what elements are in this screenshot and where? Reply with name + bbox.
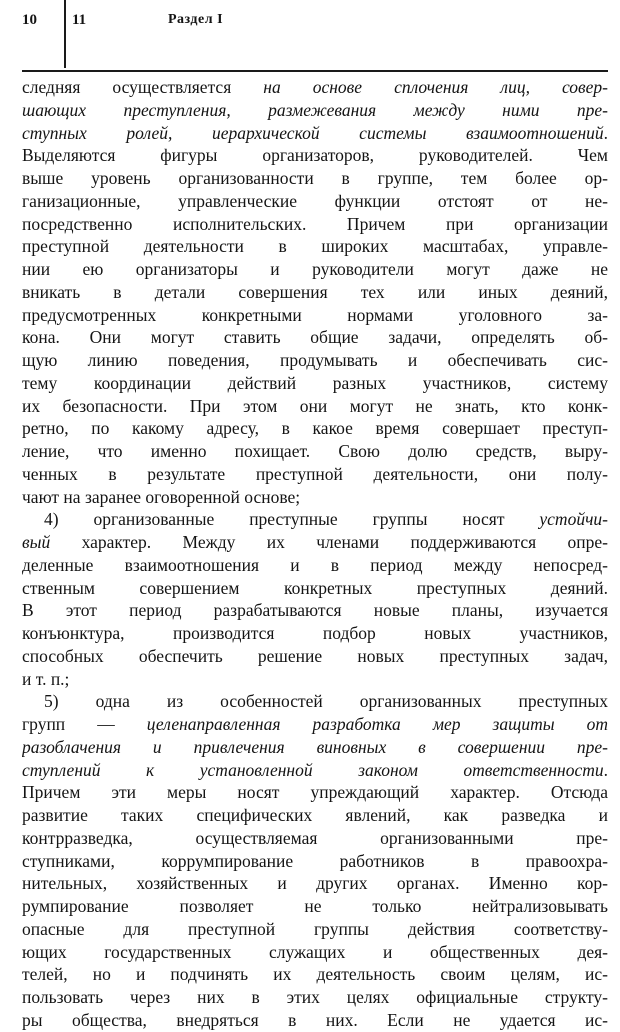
text-line [22,713,608,736]
text-run: чают на заранее оговоренной основе; [22,486,301,507]
text-run: пользовать через них в этих целях официальные структу- [22,987,608,1007]
text-line [22,759,608,782]
text-run: Выделяются фигуры организаторов, руководителей. Чем [22,145,608,166]
text-line [22,554,608,577]
page-number-left: 10 [22,12,37,28]
text-run: ющих государственных служащих и общественных дея- [22,941,608,962]
text-line [22,395,608,418]
text-line [22,668,608,691]
text-line [22,326,608,349]
text-line [22,804,608,827]
text-line [22,918,608,941]
text-line [22,827,608,850]
text-line [22,736,608,759]
text-line [22,167,608,190]
text-line [22,781,608,804]
italic-emphasis: вый [22,532,51,552]
text-line [22,941,608,964]
text-line [22,213,608,236]
page-number-right: 11 [72,12,87,28]
italic-emphasis: устойчи- [539,509,608,530]
text-run: преступной деятельности в широких масштабах, управле- [22,236,608,257]
running-head-section: Раздел I [168,12,224,27]
text-run: их безопасности. При этом они могут не знать, кто конк- [22,395,608,416]
italic-emphasis: разоблачения и привлечения виновных в совершении пре- [22,736,608,757]
text-line [22,235,608,258]
body-text [22,76,608,1032]
text-line [22,281,608,304]
text-run: В этот период разрабатываются новые планы, изучается [22,600,608,621]
text-run: вникать в детали совершения тех или иных деяний, [22,281,608,302]
text-line [22,622,608,645]
text-run: деленные взаимоотношения и в период между непосред- [22,554,608,575]
italic-emphasis: ступных ролей, иерархической системы взаимоотношений [22,122,604,143]
text-run: и т. п.; [22,668,70,689]
text-line [22,963,608,986]
text-line [22,372,608,395]
text-line [22,508,608,531]
text-line [22,76,608,99]
text-run: развитие таких специфических явлений, как разведка и [22,805,608,825]
text-line [22,531,608,554]
text-line [22,850,608,873]
italic-emphasis: шающих преступления, размежевания между ними пре- [22,99,608,120]
text-line [22,599,608,622]
text-line [22,190,608,213]
text-run: ры общества, внедряться в них. Если не удается ис- [22,1009,608,1030]
text-run: посредственно исполнительских. Причем при организации [22,213,608,234]
text-run: нительных, хозяйственных и других органах. Именно кор- [22,873,608,894]
text-line [22,486,608,509]
text-run: выше уровень организованности в группе, тем более ор- [22,168,608,188]
text-line [22,122,608,145]
text-run: 5) одна из особенностей организованных преступных [44,691,608,712]
text-run: ганизационные, управленческие функции отстоят от не- [22,190,608,211]
text-run-tail: характер. Между их членами поддерживаются опре- [50,532,608,552]
text-run: опасные для преступной группы действия соответству- [22,918,608,939]
text-run: телей, но и подчинять их деятельность своим целям, ис- [22,964,608,985]
text-line [22,144,608,167]
text-run: конъюнктура, производится подбор новых участников, [22,623,608,643]
text-run: следняя осуществляется [22,77,264,97]
text-run: ственным совершением конкретных преступных деяний. [22,577,608,598]
text-run: предусмотренных конкретными нормами уголовного за- [22,304,608,325]
text-run: Причем эти меры носят упреждающий характер. Отсюда [22,782,608,803]
text-line [22,645,608,668]
text-line [22,304,608,327]
italic-emphasis: ступлений к установленной законом ответственности [22,759,604,780]
text-line [22,349,608,372]
text-run: кона. Они могут ставить общие задачи, определять об- [22,327,608,348]
text-run: нии ею организаторы и руководители могут даже не [22,259,608,279]
text-run: ченных в результате преступной деятельности, они полу- [22,463,608,484]
text-run-tail: . [603,122,608,143]
text-run-tail: . [603,759,608,780]
text-line [22,258,608,281]
text-run: ретно, по какому адресу, в какое время совершает преступ- [22,418,608,439]
text-run: контрразведка, осуществляемая организованными пре- [22,827,608,848]
italic-emphasis: на основе сплочения лиц, совер- [263,77,608,97]
text-run: ление, что именно похищает. Свою долю средств, выру- [22,441,608,461]
text-line [22,690,608,713]
text-run: 4) организованные преступные группы носят [44,509,540,530]
text-line [22,463,608,486]
text-run: щую линию поведения, продумывать и обеспечивать сис- [22,350,608,370]
text-run: способных обеспечить решение новых преступных задач, [22,645,608,666]
header-vertical-rule [64,0,66,68]
text-line [22,895,608,918]
text-line [22,99,608,122]
text-line [22,986,608,1009]
text-run: групп — [22,714,147,734]
text-line [22,577,608,600]
text-line [22,1009,608,1032]
italic-emphasis: целенаправленная разработка мер защиты от [146,714,608,734]
text-line [22,872,608,895]
text-run: румпирование позволяет не только нейтрализовывать [22,896,608,916]
text-run: ступниками, коррумпирование работников в правоохра- [22,850,608,871]
text-line [22,440,608,463]
text-run: тему координации действий разных участников, систему [22,372,608,393]
header-horizontal-rule [22,70,608,72]
text-line [22,417,608,440]
